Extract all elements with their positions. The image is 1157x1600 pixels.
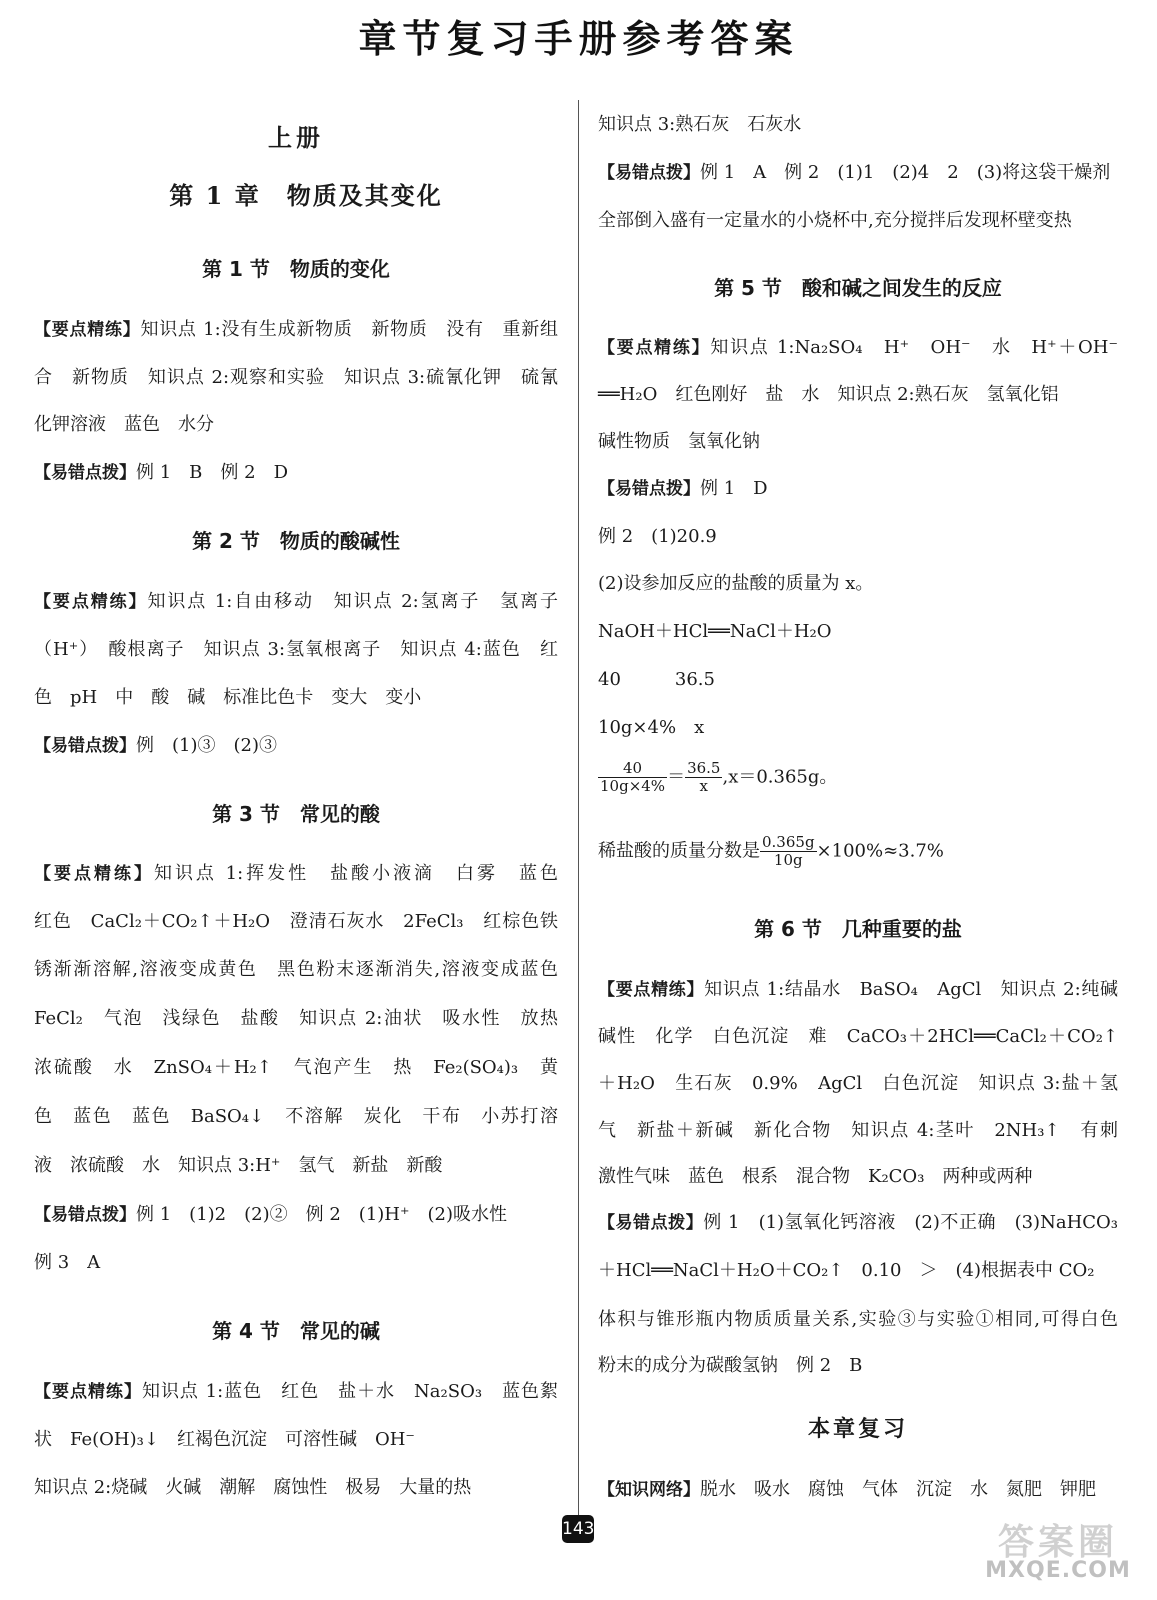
chapter-heading: 第 1 章 物质及其变化: [169, 181, 443, 210]
s6-line-1: 【要点精练】知识点 1:结晶水 BaSO₄ AgCl 知识点 2:纯碱: [598, 979, 1119, 1000]
s5-line-5: 例 2 (1)20.9: [598, 526, 717, 547]
s3-line-4: FeCl₂ 气泡 浅绿色 盐酸 知识点 2:油状 吸水性 放热: [34, 1008, 558, 1029]
s6-line-2: 碱性 化学 白色沉淀 难 CaCO₃＋2HCl══CaCl₂＋CO₂↑: [598, 1026, 1118, 1047]
s6-line-6: 【易错点拨】例 1 (1)氢氧化钙溶液 (2)不正确 (3)NaHCO₃: [598, 1212, 1119, 1233]
s6-line-7: ＋HCl══NaCl＋H₂O＋CO₂↑ 0.10 ＞ (4)根据表中 CO₂: [598, 1260, 1095, 1281]
s3-line-1: 【要点精练】知识点 1:挥发性 盐酸小液滴 白雾 蓝色: [34, 863, 558, 884]
network-tag: 【知识网络】: [598, 1480, 700, 1500]
section-1-heading: 第 1 节 物质的变化: [202, 257, 390, 281]
watermark-site: MXQE.COM: [985, 1558, 1131, 1583]
s3-line-8: 【易错点拨】例 1 (1)2 (2)② 例 2 (1)H⁺ (2)吸水性: [34, 1204, 507, 1225]
s3-line-6: 色 蓝色 蓝色 BaSO₄↓ 不溶解 炭化 干布 小苏打溶: [34, 1106, 558, 1127]
pitfalls-tag: 【易错点拨】: [598, 479, 700, 499]
s2-line-4: 【易错点拨】例 (1)③ (2)③: [34, 735, 277, 756]
pitfalls-tag: 【易错点拨】: [598, 163, 700, 183]
section-6-heading: 第 6 节 几种重要的盐: [754, 917, 962, 941]
key-points-tag: 【要点精练】: [598, 338, 711, 358]
s6-line-4: 气 新盐＋新碱 新化合物 知识点 4:茎叶 2NH₃↑ 有刺: [598, 1120, 1118, 1141]
s1-line-4: 【易错点拨】例 1 B 例 2 D: [34, 462, 289, 483]
s6-line-5: 激性气味 蓝色 根系 混合物 K₂CO₃ 两种或两种: [598, 1166, 1033, 1187]
s4-cont-line-3: 全部倒入盛有一定量水的小烧杯中,充分搅拌后发现杯壁变热: [598, 210, 1072, 231]
s1-line-1: 【要点精练】知识点 1:没有生成新物质 新物质 没有 重新组: [34, 319, 558, 340]
s5-line-8: 40 36.5: [598, 669, 715, 690]
fraction-2: $\frac{36.5}{x}$: [687, 759, 721, 795]
review-line-1: 【知识网络】脱水 吸水 腐蚀 气体 沉淀 水 氮肥 钾肥: [598, 1479, 1096, 1500]
page-title: 章节复习手册参考答案: [358, 17, 799, 61]
s5-line-1: 【要点精练】知识点 1:Na₂SO₄ H⁺ OH⁻ 水 H⁺＋OH⁻: [598, 337, 1119, 358]
s5-line-4: 【易错点拨】例 1 D: [598, 478, 768, 499]
s1-line-3: 化钾溶液 蓝色 水分: [34, 414, 214, 435]
s4-line-3: 知识点 2:烧碱 火碱 潮解 腐蚀性 极易 大量的热: [34, 1477, 472, 1498]
s5-line-3: 碱性物质 氢氧化钠: [598, 431, 760, 452]
key-points-tag: 【要点精练】: [34, 1382, 142, 1402]
s3-line-5: 浓硫酸 水 ZnSO₄＋H₂↑ 气泡产生 热 Fe₂(SO₄)₃ 黄: [34, 1057, 558, 1078]
s6-line-3: ＋H₂O 生石灰 0.9% AgCl 白色沉淀 知识点 3:盐＋氢: [598, 1073, 1118, 1094]
s4-line-2: 状 Fe(OH)₃↓ 红褐色沉淀 可溶性碱 OH⁻: [34, 1429, 415, 1450]
page-number: 143: [562, 1515, 594, 1543]
pitfalls-tag: 【易错点拨】: [34, 1205, 136, 1225]
key-points-tag: 【要点精练】: [598, 980, 705, 1000]
pitfalls-tag: 【易错点拨】: [598, 1213, 704, 1233]
fraction-1: $\frac{40}{10g\times 4\%}$: [600, 759, 666, 795]
s1-line-2: 合 新物质 知识点 2:观察和实验 知识点 3:硫氰化钾 硫氰: [34, 367, 558, 388]
s5-line-6: (2)设参加反应的盐酸的质量为 x。: [598, 573, 874, 594]
section-2-heading: 第 2 节 物质的酸碱性: [192, 529, 400, 553]
watermark-logo: 答案圈: [997, 1522, 1118, 1563]
section-5-heading: 第 5 节 酸和碱之间发生的反应: [714, 276, 1002, 300]
watermark: [973, 1514, 1143, 1590]
s3-line-7: 液 浓硫酸 水 知识点 3:H⁺ 氢气 新盐 新酸: [34, 1155, 443, 1176]
fraction-3: $\frac{0.365g}{10g}$: [762, 833, 815, 869]
pitfalls-tag: 【易错点拨】: [34, 463, 136, 483]
section-4-heading: 第 4 节 常见的碱: [212, 1319, 380, 1343]
chapter-review-heading: 本章复习: [807, 1416, 908, 1442]
pitfalls-tag: 【易错点拨】: [34, 736, 136, 756]
s5-line-7: NaOH＋HCl══NaCl＋H₂O: [598, 621, 832, 642]
column-divider: [578, 100, 579, 1530]
s2-line-2: （H⁺） 酸根离子 知识点 3:氢氧根离子 知识点 4:蓝色 红: [34, 639, 558, 660]
s3-line-9: 例 3 A: [34, 1252, 101, 1273]
s2-line-1: 【要点精练】知识点 1:自由移动 知识点 2:氢离子 氢离子: [34, 591, 558, 612]
book-heading: 上册: [268, 123, 324, 152]
s5-line-2: ══H₂O 红色刚好 盐 水 知识点 2:熟石灰 氢氧化铝: [598, 384, 1059, 405]
s5-equation: $\frac{40}{10g\times 4\%}$ ＝ $\frac{36.5}{x}$ ,x＝0.365g。: [600, 759, 838, 795]
s5-line-9: 10g×4% x: [598, 717, 705, 738]
s4-cont-line-2: 【易错点拨】例 1 A 例 2 (1)1 (2)4 2 (3)将这袋干燥剂: [598, 162, 1111, 183]
s3-line-2: 红色 CaCl₂＋CO₂↑＋H₂O 澄清石灰水 2FeCl₃ 红棕色铁: [34, 911, 558, 932]
s6-line-9: 粉末的成分为碳酸氢钠 例 2 B: [598, 1355, 863, 1376]
s2-line-3: 色 pH 中 酸 碱 标准比色卡 变大 变小: [34, 687, 422, 708]
key-points-tag: 【要点精练】: [34, 864, 154, 884]
key-points-tag: 【要点精练】: [34, 592, 148, 612]
s5-percentage: 稀盐酸的质量分数是 $\frac{0.365g}{10g}$ ×100%≈3.7%: [598, 833, 944, 869]
s4-cont-line-1: 知识点 3:熟石灰 石灰水: [598, 114, 802, 135]
s6-line-8: 体积与锥形瓶内物质质量关系,实验③与实验①相同,可得白色: [598, 1309, 1118, 1330]
key-points-tag: 【要点精练】: [34, 320, 141, 340]
s3-line-3: 锈渐渐溶解,溶液变成黄色 黑色粉末逐渐消失,溶液变成蓝色: [34, 959, 558, 980]
s4-line-1: 【要点精练】知识点 1:蓝色 红色 盐＋水 Na₂SO₃ 蓝色絮: [34, 1381, 559, 1402]
section-3-heading: 第 3 节 常见的酸: [212, 802, 380, 826]
